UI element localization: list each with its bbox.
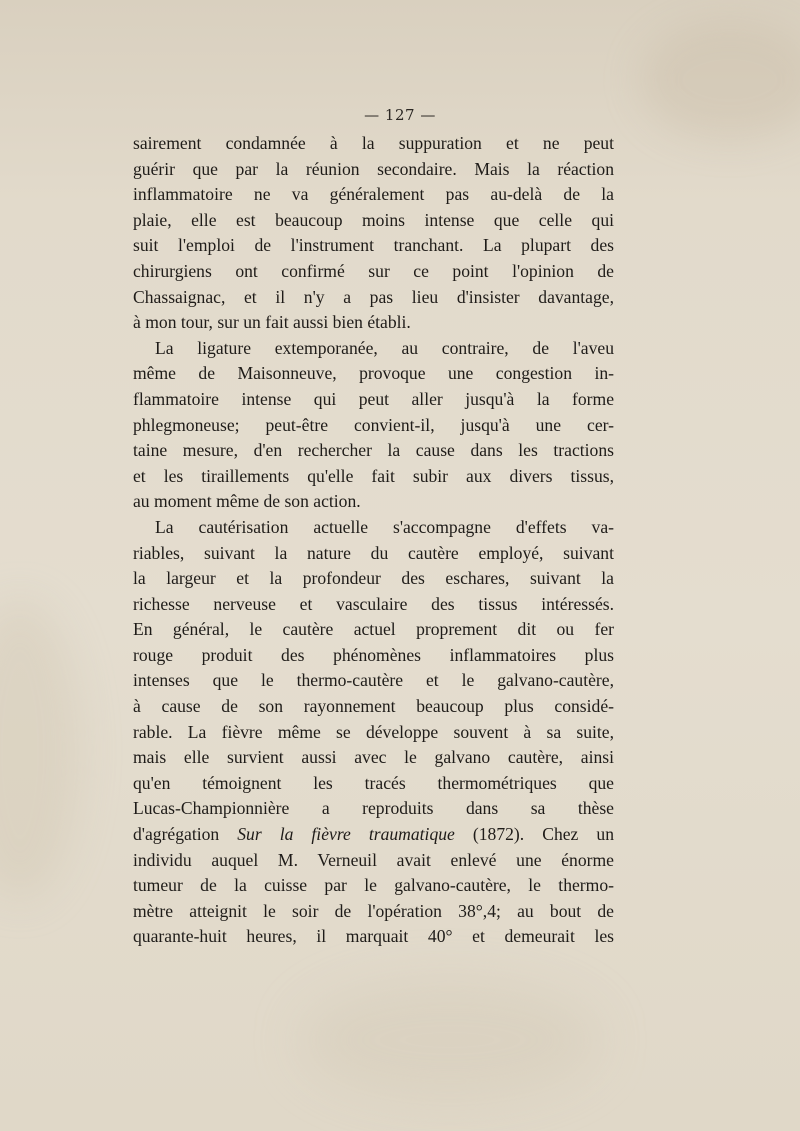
text-line: guérir que par la réunion secondaire. Mais la réaction xyxy=(133,158,614,179)
cited-title: Sur la fièvre traumatique xyxy=(237,824,455,845)
paper-stain xyxy=(0,600,80,900)
text-line: rable. La fièvre même se développe souvent à sa suite, xyxy=(133,721,614,742)
text-line: En général, le cautère actuel proprement dit ou fer xyxy=(133,619,614,640)
text-line xyxy=(133,822,614,848)
text-line: riables, suivant la nature du cautère employé, suivant xyxy=(133,542,614,563)
paragraph-first-line: La ligature extemporanée, au contraire, de l'aveu xyxy=(155,337,614,358)
text-line: même de Maisonneuve, provoque une congestion in- xyxy=(133,363,614,384)
text-line: flammatoire intense qui peut aller jusqu'à la forme xyxy=(133,388,614,409)
text-line: inflammatoire ne va généralement pas au-delà de la xyxy=(133,184,614,205)
text-segment: (1872). Chez un xyxy=(472,824,614,845)
text-line: phlegmoneuse; peut-être convient-il, jusqu'à une cer- xyxy=(133,414,614,435)
text-line: mais elle survient aussi avec le galvano cautère, ainsi xyxy=(133,747,614,768)
text-line: plaie, elle est beaucoup moins intense que celle qui xyxy=(133,209,614,230)
text-line: la largeur et la profondeur des eschares, suivant la xyxy=(133,568,614,589)
text-line: richesse nerveuse et vasculaire des tissus intéressés. xyxy=(133,593,614,614)
text-line: Chassaignac, et il n'y a pas lieu d'insister davantage, xyxy=(133,286,614,307)
text-line: quarante-huit heures, il marquait 40° et demeurait les xyxy=(133,926,614,947)
text-line: taine mesure, d'en rechercher la cause dans les tractions xyxy=(133,440,614,461)
text-line: et les tiraillements qu'elle fait subir aux divers tissus, xyxy=(133,465,614,486)
page-number: — 127 — xyxy=(364,106,436,124)
body-text xyxy=(133,131,614,950)
text-segment: d'agrégation xyxy=(133,824,220,845)
paragraph-first-line: La cautérisation actuelle s'accompagne d'effets va- xyxy=(155,516,614,537)
text-line: intenses que le thermo-cautère et le galvano-cautère, xyxy=(133,670,614,691)
text-line: au moment même de son action. xyxy=(133,491,361,512)
text-line: rouge produit des phénomènes inflammatoires plus xyxy=(133,644,614,665)
text-line: à mon tour, sur un fait aussi bien établi. xyxy=(133,312,411,333)
text-line: chirurgiens ont confirmé sur ce point l'opinion de xyxy=(133,260,614,281)
paper-stain xyxy=(300,980,600,1100)
text-line: à cause de son rayonnement beaucoup plus considé- xyxy=(133,696,614,717)
text-line: tumeur de la cuisse par le galvano-cautère, le thermo- xyxy=(133,875,614,896)
text-line: qu'en témoignent les tracés thermométriques que xyxy=(133,772,614,793)
text-line: Lucas-Championnière a reproduits dans sa thèse xyxy=(133,798,614,819)
text-line: individu auquel M. Verneuil avait enlevé une énorme xyxy=(133,849,614,870)
text-line: sairement condamnée à la suppuration et ne peut xyxy=(133,133,614,153)
text-line: suit l'emploi de l'instrument tranchant. La plupart des xyxy=(133,235,614,256)
text-line: mètre atteignit le soir de l'opération 38°,4; au bout de xyxy=(133,900,614,921)
